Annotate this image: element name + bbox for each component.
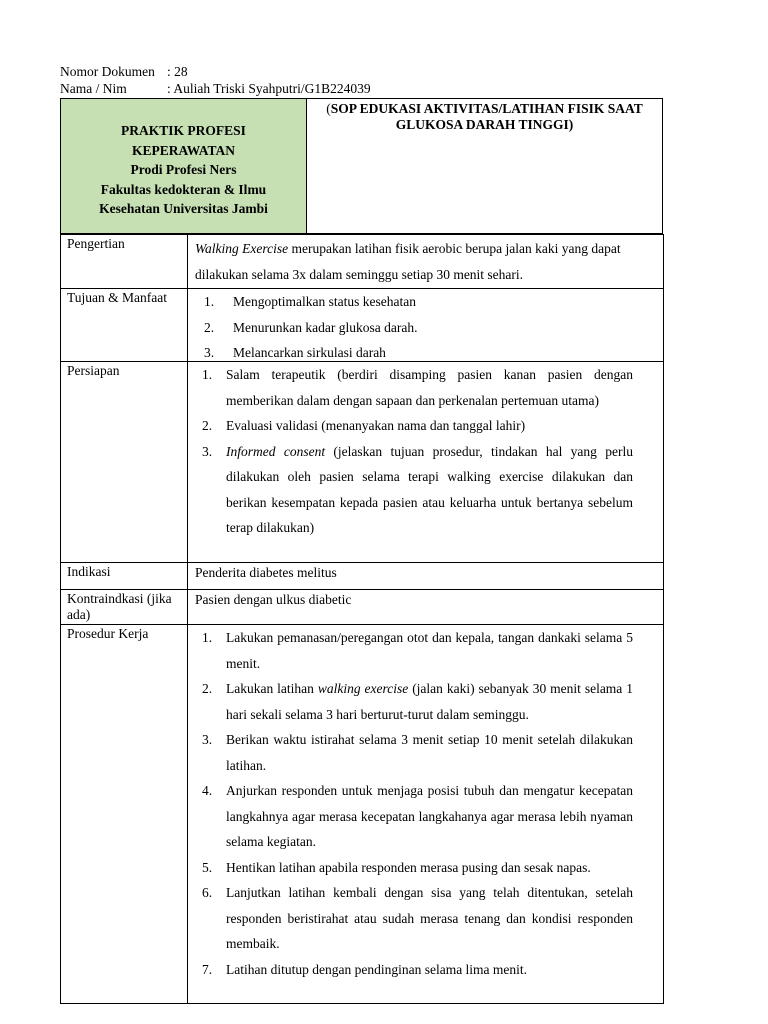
- indikasi-text: Penderita diabetes melitus: [195, 565, 337, 580]
- list-item: [195, 340, 633, 361]
- list-item: [195, 880, 633, 957]
- list-item-text: Salam terapeutik (berdiri disamping pasien kanan pasien dengan memberikan dalam dengan sapaan dan perkenalan pertemuan utama): [226, 367, 633, 408]
- author-name-line: [60, 81, 371, 97]
- list-number: 2.: [202, 418, 213, 433]
- list-item-text: Melancarkan sirkulasi darah: [233, 345, 386, 360]
- list-item-text: (jalan kaki) sebanyak 30 menit selama 1 hari sekali selama 3 hari berturut-turut dalam seminggu.: [226, 681, 633, 722]
- list-item-text: Lakukan latihan: [226, 681, 318, 696]
- list-item: [195, 413, 633, 439]
- row-prosedur: [61, 625, 664, 1004]
- informed-consent-term: Informed consent: [226, 443, 326, 459]
- list-number: 2.: [202, 681, 213, 696]
- document-number-label: Nomor Dokumen: [60, 64, 155, 79]
- sop-table: [60, 234, 664, 1004]
- walking-exercise-term: walking exercise: [317, 681, 409, 696]
- row-indikasi: [61, 563, 664, 590]
- list-item-text: Mengoptimalkan status kesehatan: [233, 294, 416, 309]
- tujuan-content: [188, 289, 664, 362]
- institution-line: Kesehatan Universitas Jambi: [99, 201, 268, 217]
- institution-line: Fakultas kedokteran & Ilmu: [100, 181, 267, 197]
- institution-block: [61, 99, 307, 233]
- list-item: [195, 957, 633, 983]
- pengertian-text: [195, 235, 633, 287]
- sop-title-paren: (: [326, 101, 331, 116]
- tujuan-list: [195, 289, 633, 361]
- kontraindikasi-content: [188, 590, 664, 625]
- list-item-text: Evaluasi validasi (menanyakan nama dan tanggal lahir): [226, 418, 526, 433]
- list-item-text: (jelaskan tujuan prosedur, tindakan hal yang perlu dilakukan oleh pasien selama terapi walking exercise dilakukan dan berikan kesempatan kepada pasien atau keluarha untuk bertanya sebelum terap dilakukan): [226, 443, 633, 535]
- tujuan-label: Tujuan & Manfaat: [61, 289, 188, 362]
- list-item: [195, 289, 633, 315]
- indikasi-label: Indikasi: [61, 563, 188, 590]
- kontraindikasi-label: Kontraindkasi (jika ada): [61, 590, 188, 625]
- list-item: [195, 439, 633, 541]
- prosedur-label: Prosedur Kerja: [61, 625, 188, 1004]
- author-name-value: : Auliah Triski Syahputri/G1B224039: [167, 81, 371, 96]
- list-item: [195, 676, 633, 727]
- list-number: 7.: [202, 961, 213, 977]
- prosedur-list: [195, 625, 633, 982]
- institution-line: PRAKTIK PROFESI: [121, 123, 246, 139]
- list-item-text: Berikan waktu istirahat selama 3 menit setiap 10 menit setelah dilakukan latihan.: [226, 732, 633, 773]
- persiapan-content: [188, 362, 664, 563]
- prosedur-content: [188, 625, 664, 1004]
- document-number-value: : 28: [167, 64, 188, 79]
- list-number: 5.: [202, 859, 213, 875]
- persiapan-list: [195, 362, 633, 541]
- list-item: [195, 778, 633, 855]
- list-number: 3.: [202, 443, 213, 459]
- sop-title-block: [307, 99, 662, 233]
- list-item: [195, 727, 633, 778]
- indikasi-content: [188, 563, 664, 590]
- list-item: [195, 315, 633, 341]
- row-kontraindikasi: [61, 590, 664, 625]
- row-persiapan: [61, 362, 664, 563]
- list-number: 1.: [204, 294, 215, 309]
- list-number: 3.: [202, 732, 213, 747]
- document-number-line: [60, 64, 188, 80]
- list-number: 1.: [202, 367, 213, 382]
- institution-line: KEPERAWATAN: [131, 142, 235, 158]
- list-item-text: Menurunkan kadar glukosa darah.: [233, 319, 418, 335]
- list-item-text: Anjurkan responden untuk menjaga posisi tubuh dan mengatur kecepatan langkahnya agar merasa kecepatan langkahanya agar merasa lebih nyaman selama kegiatan.: [226, 783, 633, 849]
- row-tujuan: [61, 289, 664, 362]
- list-number: 1.: [202, 630, 213, 645]
- list-item: [195, 625, 633, 676]
- list-item: [195, 362, 633, 413]
- sop-title: SOP EDUKASI AKTIVITAS/LATIHAN FISIK SAAT GLUKOSA DARAH TINGGI): [330, 101, 643, 132]
- list-number: 3.: [204, 345, 215, 360]
- author-name-label: Nama / Nim: [60, 81, 127, 96]
- institution-line: Prodi Profesi Ners: [130, 162, 237, 178]
- list-item-text: Lanjutkan latihan kembali dengan sisa yang telah ditentukan, setelah responden beristirahat atau sudah merasa tenang dan kondisi responden membaik.: [226, 885, 633, 951]
- list-item-text: Hentikan latihan apabila responden merasa pusing dan sesak napas.: [226, 859, 591, 875]
- list-number: 4.: [202, 783, 213, 798]
- list-number: 6.: [202, 885, 213, 900]
- pengertian-description: merupakan latihan fisik aerobic berupa jalan kaki yang dapat dilakukan selama 3x dalam seminggu setiap 30 menit sehari.: [195, 241, 621, 282]
- pengertian-label: Pengertian: [61, 235, 188, 289]
- pengertian-content: [188, 235, 664, 289]
- sop-header: [60, 98, 663, 234]
- row-pengertian: [61, 235, 664, 289]
- list-number: 2.: [204, 319, 215, 335]
- persiapan-label: Persiapan: [61, 362, 188, 563]
- kontraindikasi-text: Pasien dengan ulkus diabetic: [195, 592, 352, 607]
- list-item: [195, 855, 633, 881]
- list-item-text: Latihan ditutup dengan pendinginan selama lima menit.: [226, 961, 528, 977]
- pengertian-term: Walking Exercise: [195, 241, 289, 256]
- list-item-text: Lakukan pemanasan/peregangan otot dan kepala, tangan dankaki selama 5 menit.: [226, 630, 633, 671]
